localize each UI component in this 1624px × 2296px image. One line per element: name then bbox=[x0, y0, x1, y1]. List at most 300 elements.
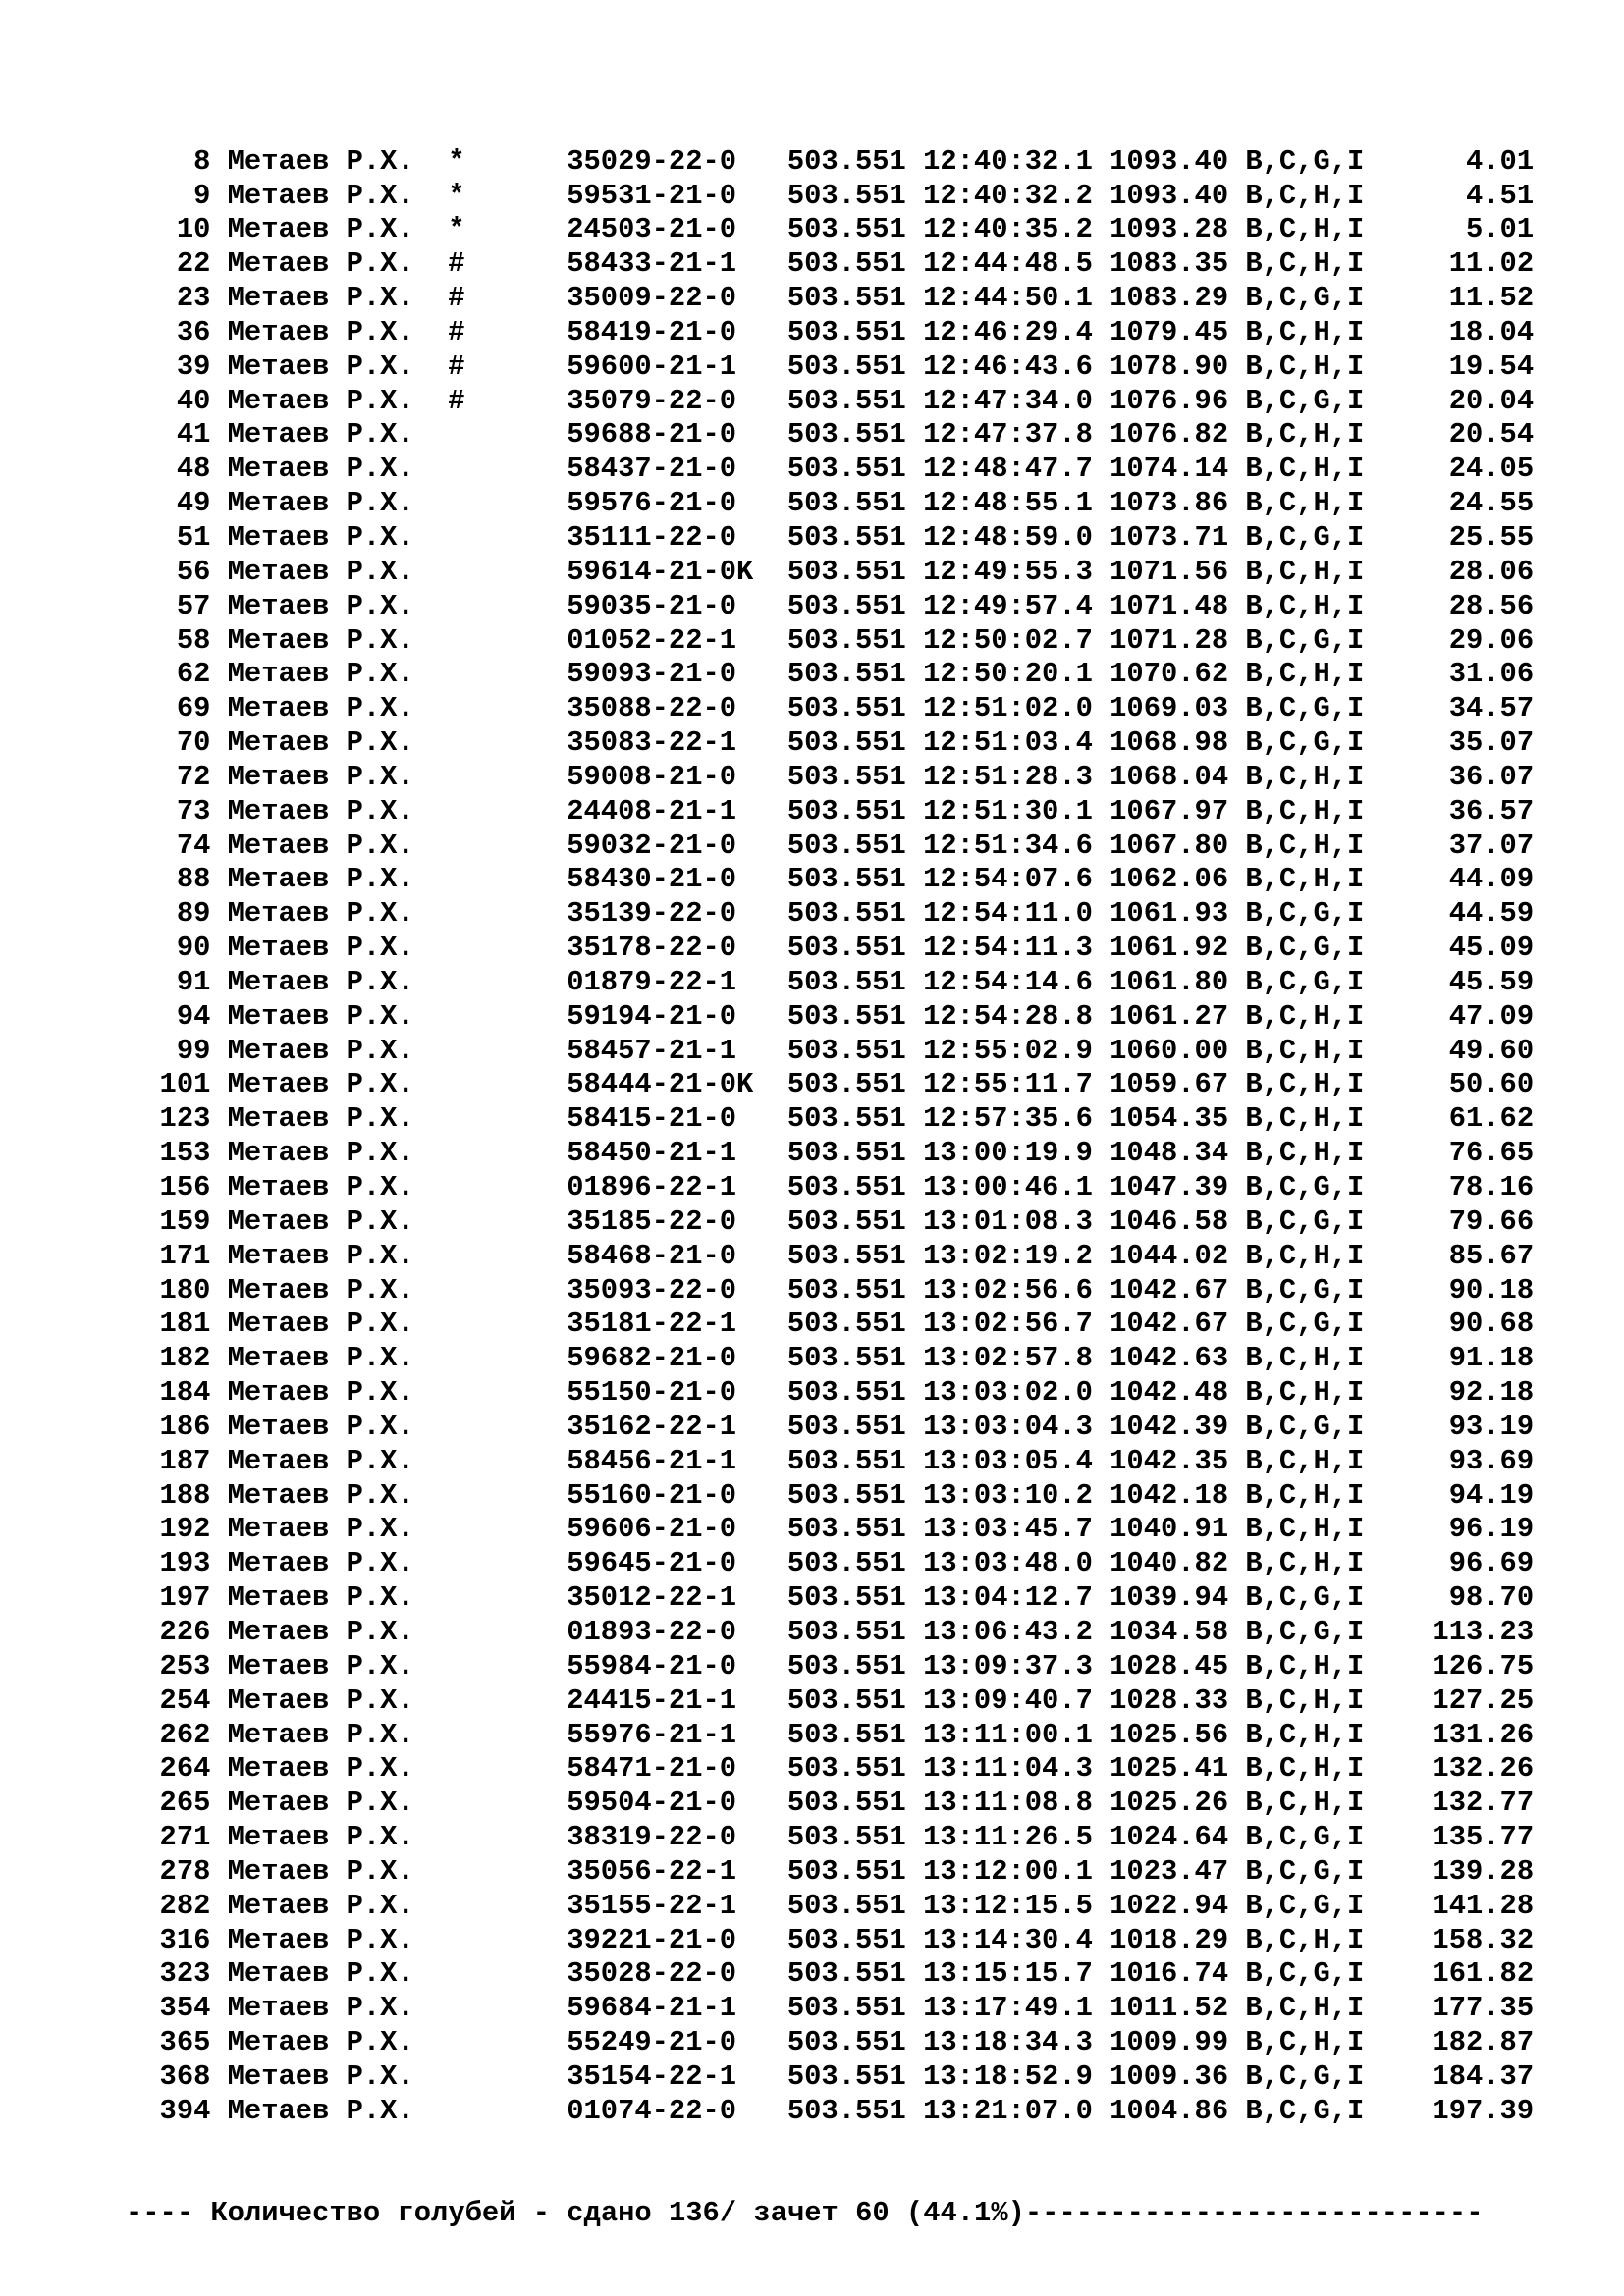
place-cell: 74 bbox=[176, 828, 211, 862]
speed-cell: 1042.67 bbox=[1110, 1273, 1229, 1307]
place-cell: 159 bbox=[159, 1204, 211, 1238]
table-row bbox=[126, 487, 1534, 521]
speed-cell: 1069.03 bbox=[1110, 692, 1229, 725]
speed-cell: 1093.28 bbox=[1110, 213, 1229, 246]
table-row bbox=[126, 932, 1534, 966]
flags-cell: B,C,G,I bbox=[1245, 2094, 1365, 2127]
arrival-time-cell: 13:02:56.7 bbox=[923, 1308, 1093, 1341]
table-row bbox=[126, 1445, 1534, 1479]
ring-number-cell: 35139-22-0 bbox=[567, 897, 737, 931]
mark-cell: # bbox=[448, 282, 465, 315]
arrival-time-cell: 13:01:08.3 bbox=[923, 1204, 1093, 1238]
name-cell: Метаев Р.Х. bbox=[227, 349, 414, 383]
flags-cell: B,C,G,I bbox=[1245, 897, 1365, 931]
ring-number-cell: 35028-22-0 bbox=[567, 1957, 737, 1991]
speed-cell: 1042.39 bbox=[1110, 1410, 1229, 1443]
speed-cell: 1025.56 bbox=[1110, 1718, 1229, 1751]
ring-number-cell: 35012-22-1 bbox=[567, 1581, 737, 1615]
arrival-time-cell: 13:03:02.0 bbox=[923, 1376, 1093, 1410]
flags-cell: B,C,G,I bbox=[1245, 1581, 1365, 1615]
table-row bbox=[126, 1650, 1534, 1684]
ring-number-cell: 58457-21-1 bbox=[567, 1034, 737, 1067]
name-cell: Метаев Р.Х. bbox=[227, 1308, 414, 1341]
distance-cell: 503.551 bbox=[786, 555, 906, 588]
points-cell: 126.75 bbox=[1432, 1649, 1535, 1682]
flags-cell: B,C,H,I bbox=[1245, 1683, 1365, 1717]
arrival-time-cell: 12:54:28.8 bbox=[923, 999, 1093, 1033]
table-row bbox=[126, 1719, 1534, 1753]
distance-cell: 503.551 bbox=[786, 1308, 906, 1341]
distance-cell: 503.551 bbox=[786, 1923, 906, 1956]
points-cell: 184.37 bbox=[1432, 2059, 1535, 2093]
name-cell: Метаев Р.Х. bbox=[227, 1649, 414, 1682]
mark-cell: # bbox=[448, 384, 465, 417]
table-row bbox=[126, 2026, 1534, 2060]
place-cell: 123 bbox=[159, 1102, 211, 1136]
arrival-time-cell: 13:12:00.1 bbox=[923, 1854, 1093, 1888]
mark-cell: # bbox=[448, 315, 465, 348]
speed-cell: 1042.35 bbox=[1110, 1444, 1229, 1477]
place-cell: 171 bbox=[159, 1239, 211, 1272]
arrival-time-cell: 12:54:11.0 bbox=[923, 897, 1093, 931]
table-row bbox=[126, 385, 1534, 419]
points-cell: 4.01 bbox=[1465, 144, 1535, 178]
table-row bbox=[126, 1308, 1534, 1342]
name-cell: Метаев Р.Х. bbox=[227, 794, 414, 828]
speed-cell: 1073.71 bbox=[1110, 520, 1229, 554]
speed-cell: 1073.86 bbox=[1110, 487, 1229, 520]
arrival-time-cell: 13:00:19.9 bbox=[923, 1137, 1093, 1170]
mark-cell: * bbox=[448, 144, 465, 178]
name-cell: Метаев Р.Х. bbox=[227, 1171, 414, 1203]
speed-cell: 1040.91 bbox=[1110, 1513, 1229, 1546]
name-cell: Метаев Р.Х. bbox=[227, 1513, 414, 1546]
place-cell: 192 bbox=[159, 1513, 211, 1546]
distance-cell: 503.551 bbox=[786, 418, 906, 452]
arrival-time-cell: 12:48:47.7 bbox=[923, 453, 1093, 486]
mark-cell: # bbox=[448, 349, 465, 383]
ring-number-cell: 01896-22-1 bbox=[567, 1171, 737, 1203]
points-cell: 36.07 bbox=[1448, 760, 1535, 793]
table-row bbox=[126, 521, 1534, 556]
place-cell: 72 bbox=[176, 760, 211, 793]
distance-cell: 503.551 bbox=[786, 726, 906, 760]
name-cell: Метаев Р.Х. bbox=[227, 555, 414, 588]
ring-number-cell: 58444-21-0K bbox=[567, 1068, 754, 1101]
arrival-time-cell: 12:51:28.3 bbox=[923, 760, 1093, 793]
name-cell: Метаев Р.Х. bbox=[227, 623, 414, 657]
points-cell: 20.04 bbox=[1448, 384, 1535, 417]
points-cell: 35.07 bbox=[1448, 726, 1535, 760]
distance-cell: 503.551 bbox=[786, 1649, 906, 1682]
place-cell: 226 bbox=[159, 1615, 211, 1648]
ring-number-cell: 59032-21-0 bbox=[567, 828, 737, 862]
distance-cell: 503.551 bbox=[786, 247, 906, 281]
arrival-time-cell: 12:57:35.6 bbox=[923, 1102, 1093, 1136]
flags-cell: B,C,H,I bbox=[1245, 1068, 1365, 1101]
name-cell: Метаев Р.Х. bbox=[227, 315, 414, 348]
place-cell: 8 bbox=[193, 144, 211, 178]
table-row bbox=[126, 1821, 1534, 1855]
place-cell: 22 bbox=[176, 247, 211, 281]
flags-cell: B,C,H,I bbox=[1245, 1102, 1365, 1136]
flags-cell: B,C,G,I bbox=[1245, 2059, 1365, 2093]
ring-number-cell: 35079-22-0 bbox=[567, 384, 737, 417]
place-cell: 181 bbox=[159, 1308, 211, 1341]
distance-cell: 503.551 bbox=[786, 2094, 906, 2127]
arrival-time-cell: 13:03:10.2 bbox=[923, 1478, 1093, 1512]
place-cell: 186 bbox=[159, 1410, 211, 1443]
speed-cell: 1004.86 bbox=[1110, 2094, 1229, 2127]
arrival-time-cell: 12:54:14.6 bbox=[923, 965, 1093, 998]
results-table bbox=[126, 145, 1534, 2129]
place-cell: 153 bbox=[159, 1137, 211, 1170]
ring-number-cell: 55249-21-0 bbox=[567, 2026, 737, 2059]
points-cell: 36.57 bbox=[1448, 794, 1535, 828]
name-cell: Метаев Р.Х. bbox=[227, 487, 414, 520]
points-cell: 132.77 bbox=[1432, 1787, 1535, 1820]
points-cell: 20.54 bbox=[1448, 418, 1535, 452]
ring-number-cell: 35093-22-0 bbox=[567, 1273, 737, 1307]
ring-number-cell: 35088-22-0 bbox=[567, 692, 737, 725]
name-cell: Метаев Р.Х. bbox=[227, 1376, 414, 1410]
points-cell: 85.67 bbox=[1448, 1239, 1535, 1272]
ring-number-cell: 58437-21-0 bbox=[567, 453, 737, 486]
speed-cell: 1067.80 bbox=[1110, 828, 1229, 862]
place-cell: 49 bbox=[176, 487, 211, 520]
name-cell: Метаев Р.Х. bbox=[227, 1273, 414, 1307]
points-cell: 5.01 bbox=[1465, 213, 1535, 246]
arrival-time-cell: 13:00:46.1 bbox=[923, 1171, 1093, 1203]
points-cell: 93.69 bbox=[1448, 1444, 1535, 1477]
name-cell: Метаев Р.Х. bbox=[227, 1444, 414, 1477]
ring-number-cell: 55984-21-0 bbox=[567, 1649, 737, 1682]
ring-number-cell: 55160-21-0 bbox=[567, 1478, 737, 1512]
points-cell: 76.65 bbox=[1448, 1137, 1535, 1170]
points-cell: 132.26 bbox=[1432, 1752, 1535, 1786]
table-row bbox=[126, 897, 1534, 932]
speed-cell: 1093.40 bbox=[1110, 144, 1229, 178]
place-cell: 99 bbox=[176, 1034, 211, 1067]
mark-cell: * bbox=[448, 179, 465, 212]
table-row bbox=[126, 418, 1534, 453]
speed-cell: 1025.26 bbox=[1110, 1787, 1229, 1820]
name-cell: Метаев Р.Х. bbox=[227, 2094, 414, 2127]
table-row bbox=[126, 213, 1534, 247]
points-cell: 37.07 bbox=[1448, 828, 1535, 862]
speed-cell: 1042.63 bbox=[1110, 1342, 1229, 1375]
table-row bbox=[126, 1787, 1534, 1821]
ring-number-cell: 35178-22-0 bbox=[567, 932, 737, 965]
speed-cell: 1078.90 bbox=[1110, 349, 1229, 383]
distance-cell: 503.551 bbox=[786, 828, 906, 862]
place-cell: 254 bbox=[159, 1683, 211, 1717]
place-cell: 57 bbox=[176, 589, 211, 622]
flags-cell: B,C,H,I bbox=[1245, 1376, 1365, 1410]
speed-cell: 1083.29 bbox=[1110, 282, 1229, 315]
distance-cell: 503.551 bbox=[786, 1547, 906, 1580]
ring-number-cell: 59531-21-0 bbox=[567, 179, 737, 212]
points-cell: 90.18 bbox=[1448, 1273, 1535, 1307]
speed-cell: 1067.97 bbox=[1110, 794, 1229, 828]
points-cell: 19.54 bbox=[1448, 349, 1535, 383]
name-cell: Метаев Р.Х. bbox=[227, 418, 414, 452]
arrival-time-cell: 12:50:02.7 bbox=[923, 623, 1093, 657]
distance-cell: 503.551 bbox=[786, 932, 906, 965]
table-row bbox=[126, 863, 1534, 897]
table-row bbox=[126, 350, 1534, 385]
flags-cell: B,C,H,I bbox=[1245, 760, 1365, 793]
points-cell: 28.06 bbox=[1448, 555, 1535, 588]
distance-cell: 503.551 bbox=[786, 2026, 906, 2059]
arrival-time-cell: 12:44:50.1 bbox=[923, 282, 1093, 315]
name-cell: Метаев Р.Х. bbox=[227, 1957, 414, 1991]
speed-cell: 1042.67 bbox=[1110, 1308, 1229, 1341]
name-cell: Метаев Р.Х. bbox=[227, 1889, 414, 1922]
flags-cell: B,C,H,I bbox=[1245, 247, 1365, 281]
distance-cell: 503.551 bbox=[786, 1889, 906, 1922]
arrival-time-cell: 13:02:19.2 bbox=[923, 1239, 1093, 1272]
name-cell: Метаев Р.Х. bbox=[227, 1547, 414, 1580]
table-row bbox=[126, 1992, 1534, 2026]
table-row bbox=[126, 180, 1534, 214]
distance-cell: 503.551 bbox=[786, 1376, 906, 1410]
table-row bbox=[126, 658, 1534, 692]
distance-cell: 503.551 bbox=[786, 1410, 906, 1443]
place-cell: 182 bbox=[159, 1342, 211, 1375]
summary-footer: ---- Количество голубей - сдано 136/ зачет 60 (44.1%)--------------------------- bbox=[126, 2197, 1484, 2230]
name-cell: Метаев Р.Х. bbox=[227, 692, 414, 725]
flags-cell: B,C,H,I bbox=[1245, 863, 1365, 896]
flags-cell: B,C,H,I bbox=[1245, 794, 1365, 828]
place-cell: 58 bbox=[176, 623, 211, 657]
flags-cell: B,C,H,I bbox=[1245, 179, 1365, 212]
flags-cell: B,C,H,I bbox=[1245, 1478, 1365, 1512]
table-row bbox=[126, 1855, 1534, 1890]
arrival-time-cell: 13:11:04.3 bbox=[923, 1752, 1093, 1786]
ring-number-cell: 58468-21-0 bbox=[567, 1239, 737, 1272]
ring-number-cell: 35056-22-1 bbox=[567, 1854, 737, 1888]
distance-cell: 503.551 bbox=[786, 213, 906, 246]
distance-cell: 503.551 bbox=[786, 1718, 906, 1751]
place-cell: 264 bbox=[159, 1752, 211, 1786]
arrival-time-cell: 12:51:34.6 bbox=[923, 828, 1093, 862]
ring-number-cell: 59576-21-0 bbox=[567, 487, 737, 520]
flags-cell: B,C,H,I bbox=[1245, 1649, 1365, 1682]
arrival-time-cell: 12:54:11.3 bbox=[923, 932, 1093, 965]
table-row bbox=[126, 316, 1534, 350]
table-row bbox=[126, 1411, 1534, 1445]
speed-cell: 1016.74 bbox=[1110, 1957, 1229, 1991]
table-row bbox=[126, 1274, 1534, 1308]
arrival-time-cell: 12:40:35.2 bbox=[923, 213, 1093, 246]
table-row bbox=[126, 692, 1534, 726]
points-cell: 182.87 bbox=[1432, 2026, 1535, 2059]
arrival-time-cell: 13:14:30.4 bbox=[923, 1923, 1093, 1956]
points-cell: 34.57 bbox=[1448, 692, 1535, 725]
place-cell: 394 bbox=[159, 2094, 211, 2127]
ring-number-cell: 59008-21-0 bbox=[567, 760, 737, 793]
flags-cell: B,C,H,I bbox=[1245, 1547, 1365, 1580]
name-cell: Метаев Р.Х. bbox=[227, 999, 414, 1033]
ring-number-cell: 39221-21-0 bbox=[567, 1923, 737, 1956]
speed-cell: 1034.58 bbox=[1110, 1615, 1229, 1648]
name-cell: Метаев Р.Х. bbox=[227, 897, 414, 931]
flags-cell: B,C,H,I bbox=[1245, 453, 1365, 486]
table-row bbox=[126, 1240, 1534, 1274]
table-row bbox=[126, 247, 1534, 282]
table-row bbox=[126, 556, 1534, 590]
points-cell: 90.68 bbox=[1448, 1308, 1535, 1341]
flags-cell: B,C,H,I bbox=[1245, 1137, 1365, 1170]
place-cell: 271 bbox=[159, 1821, 211, 1854]
table-row bbox=[126, 1547, 1534, 1581]
table-row bbox=[126, 795, 1534, 829]
distance-cell: 503.551 bbox=[786, 1478, 906, 1512]
ring-number-cell: 58415-21-0 bbox=[567, 1102, 737, 1136]
distance-cell: 503.551 bbox=[786, 863, 906, 896]
flags-cell: B,C,G,I bbox=[1245, 1957, 1365, 1991]
arrival-time-cell: 13:11:00.1 bbox=[923, 1718, 1093, 1751]
name-cell: Метаев Р.Х. bbox=[227, 1787, 414, 1820]
name-cell: Метаев Р.Х. bbox=[227, 965, 414, 998]
place-cell: 193 bbox=[159, 1547, 211, 1580]
distance-cell: 503.551 bbox=[786, 1204, 906, 1238]
table-row bbox=[126, 1581, 1534, 1616]
distance-cell: 503.551 bbox=[786, 1171, 906, 1203]
place-cell: 89 bbox=[176, 897, 211, 931]
arrival-time-cell: 13:03:04.3 bbox=[923, 1410, 1093, 1443]
place-cell: 56 bbox=[176, 555, 211, 588]
arrival-time-cell: 12:40:32.2 bbox=[923, 179, 1093, 212]
name-cell: Метаев Р.Х. bbox=[227, 144, 414, 178]
distance-cell: 503.551 bbox=[786, 1752, 906, 1786]
place-cell: 180 bbox=[159, 1273, 211, 1307]
name-cell: Метаев Р.Х. bbox=[227, 1581, 414, 1615]
points-cell: 45.09 bbox=[1448, 932, 1535, 965]
place-cell: 187 bbox=[159, 1444, 211, 1477]
place-cell: 90 bbox=[176, 932, 211, 965]
points-cell: 113.23 bbox=[1432, 1615, 1535, 1648]
flags-cell: B,C,H,I bbox=[1245, 487, 1365, 520]
name-cell: Метаев Р.Х. bbox=[227, 1992, 414, 2025]
place-cell: 265 bbox=[159, 1787, 211, 1820]
place-cell: 73 bbox=[176, 794, 211, 828]
points-cell: 158.32 bbox=[1432, 1923, 1535, 1956]
arrival-time-cell: 12:49:55.3 bbox=[923, 555, 1093, 588]
place-cell: 69 bbox=[176, 692, 211, 725]
ring-number-cell: 59645-21-0 bbox=[567, 1547, 737, 1580]
distance-cell: 503.551 bbox=[786, 1034, 906, 1067]
points-cell: 177.35 bbox=[1432, 1992, 1535, 2025]
flags-cell: B,C,H,I bbox=[1245, 213, 1365, 246]
flags-cell: B,C,H,I bbox=[1245, 349, 1365, 383]
table-row bbox=[126, 1957, 1534, 1992]
flags-cell: B,C,G,I bbox=[1245, 1204, 1365, 1238]
place-cell: 316 bbox=[159, 1923, 211, 1956]
ring-number-cell: 01052-22-1 bbox=[567, 623, 737, 657]
points-cell: 79.66 bbox=[1448, 1204, 1535, 1238]
points-cell: 44.59 bbox=[1448, 897, 1535, 931]
name-cell: Метаев Р.Х. bbox=[227, 1102, 414, 1136]
flags-cell: B,C,G,I bbox=[1245, 1615, 1365, 1648]
arrival-time-cell: 12:50:20.1 bbox=[923, 658, 1093, 691]
ring-number-cell: 35083-22-1 bbox=[567, 726, 737, 760]
points-cell: 96.19 bbox=[1448, 1513, 1535, 1546]
speed-cell: 1059.67 bbox=[1110, 1068, 1229, 1101]
ring-number-cell: 58471-21-0 bbox=[567, 1752, 737, 1786]
place-cell: 51 bbox=[176, 520, 211, 554]
table-row bbox=[126, 282, 1534, 316]
speed-cell: 1093.40 bbox=[1110, 179, 1229, 212]
arrival-time-cell: 13:02:57.8 bbox=[923, 1342, 1093, 1375]
table-row bbox=[126, 2060, 1534, 2095]
name-cell: Метаев Р.Х. bbox=[227, 384, 414, 417]
flags-cell: B,C,H,I bbox=[1245, 1034, 1365, 1067]
speed-cell: 1061.80 bbox=[1110, 965, 1229, 998]
flags-cell: B,C,H,I bbox=[1245, 555, 1365, 588]
table-row bbox=[126, 1752, 1534, 1787]
place-cell: 184 bbox=[159, 1376, 211, 1410]
flags-cell: B,C,G,I bbox=[1245, 384, 1365, 417]
speed-cell: 1011.52 bbox=[1110, 1992, 1229, 2025]
place-cell: 40 bbox=[176, 384, 211, 417]
speed-cell: 1079.45 bbox=[1110, 315, 1229, 348]
flags-cell: B,C,G,I bbox=[1245, 282, 1365, 315]
points-cell: 25.55 bbox=[1448, 520, 1535, 554]
ring-number-cell: 35009-22-0 bbox=[567, 282, 737, 315]
name-cell: Метаев Р.Х. bbox=[227, 658, 414, 691]
place-cell: 9 bbox=[193, 179, 211, 212]
name-cell: Метаев Р.Х. bbox=[227, 1204, 414, 1238]
mark-cell: # bbox=[448, 247, 465, 281]
flags-cell: B,C,H,I bbox=[1245, 828, 1365, 862]
ring-number-cell: 35162-22-1 bbox=[567, 1410, 737, 1443]
distance-cell: 503.551 bbox=[786, 1273, 906, 1307]
flags-cell: B,C,H,I bbox=[1245, 658, 1365, 691]
speed-cell: 1046.58 bbox=[1110, 1204, 1229, 1238]
arrival-time-cell: 13:03:05.4 bbox=[923, 1444, 1093, 1477]
table-row bbox=[126, 1137, 1534, 1171]
points-cell: 45.59 bbox=[1448, 965, 1535, 998]
arrival-time-cell: 13:03:48.0 bbox=[923, 1547, 1093, 1580]
mark-cell: * bbox=[448, 213, 465, 246]
name-cell: Метаев Р.Х. bbox=[227, 2026, 414, 2059]
arrival-time-cell: 13:11:08.8 bbox=[923, 1787, 1093, 1820]
speed-cell: 1062.06 bbox=[1110, 863, 1229, 896]
speed-cell: 1009.36 bbox=[1110, 2059, 1229, 2093]
arrival-time-cell: 12:51:03.4 bbox=[923, 726, 1093, 760]
flags-cell: B,C,H,I bbox=[1245, 1342, 1365, 1375]
points-cell: 11.02 bbox=[1448, 247, 1535, 281]
points-cell: 131.26 bbox=[1432, 1718, 1535, 1751]
name-cell: Метаев Р.Х. bbox=[227, 1068, 414, 1101]
arrival-time-cell: 13:04:12.7 bbox=[923, 1581, 1093, 1615]
ring-number-cell: 59614-21-0K bbox=[567, 555, 754, 588]
arrival-time-cell: 13:09:37.3 bbox=[923, 1649, 1093, 1682]
distance-cell: 503.551 bbox=[786, 1513, 906, 1546]
name-cell: Метаев Р.Х. bbox=[227, 179, 414, 212]
speed-cell: 1061.92 bbox=[1110, 932, 1229, 965]
place-cell: 368 bbox=[159, 2059, 211, 2093]
ring-number-cell: 59600-21-1 bbox=[567, 349, 737, 383]
distance-cell: 503.551 bbox=[786, 1102, 906, 1136]
speed-cell: 1076.82 bbox=[1110, 418, 1229, 452]
ring-number-cell: 24408-21-1 bbox=[567, 794, 737, 828]
distance-cell: 503.551 bbox=[786, 1957, 906, 1991]
flags-cell: B,C,G,I bbox=[1245, 726, 1365, 760]
place-cell: 365 bbox=[159, 2026, 211, 2059]
